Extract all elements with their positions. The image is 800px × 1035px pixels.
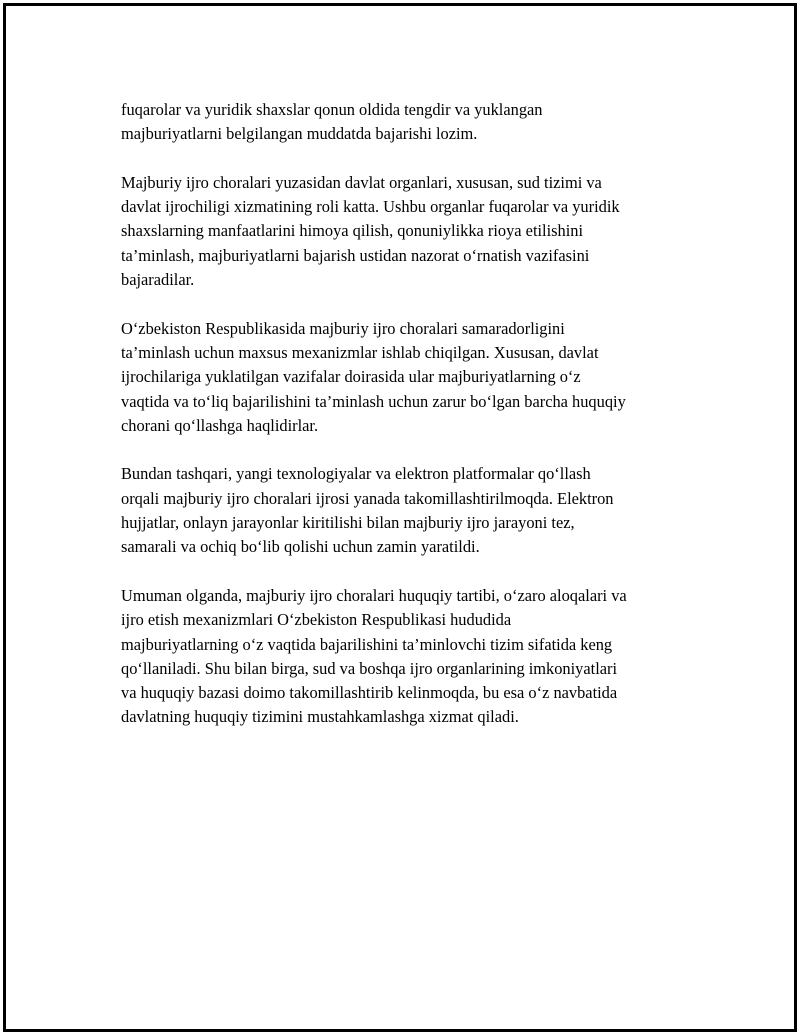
paragraph-5: Umuman olganda, majburiy ijro choralari huquqiy tartibi, o‘zaro aloqalari va ijro etish mexanizmlari O‘zbekiston Respublikasi hududida majburiyatlarning o‘z vaqtida bajarilishini ta’minlovchi tizim sifatida keng qo‘llaniladi. Shu bilan birga, sud va boshqa ijro organlarining imkoniyatlari va huquqiy bazasi doimo takomillashtirib kelinmoqda, bu esa o‘z navbatida davlatning huquqiy tizimini mustahkamlashga xizmat qiladi. <box>121 585 627 727</box>
paragraph-1: fuqarolar va yuridik shaxslar qonun oldida tengdir va yuklangan majburiyatlarni belgilangan muddatda bajarishi lozim. <box>121 100 543 144</box>
paragraph-4: Bundan tashqari, yangi texnologiyalar va elektron platformalar qo‘llash orqali majburiy ijro choralari ijrosi yanada takomillashtirilmoqda. Elektron hujjatlar, onlayn jarayonlar kiritilishi bilan majburiy ijro jarayoni tez, samarali va ochiq bo‘lib qolishi uchun zamin yaratildi. <box>121 464 614 557</box>
paragraph-2: Majburiy ijro choralari yuzasidan davlat organlari, xususan, sud tizimi va davlat ijrochiligi xizmatining roli katta. Ushbu organlar fuqarolar va yuridik shaxslarning manfaatlarini himoya qilish, qonuniylikka rioya etilishini ta’minlash, majburiyatlarni bajarish ustidan nazorat o‘rnatish vazifasini bajaradilar. <box>121 172 620 290</box>
paragraph-3: O‘zbekiston Respublikasida majburiy ijro choralari samaradorligini ta’minlash uchun maxsus mexanizmlar ishlab chiqilgan. Xususan, davlat ijrochilariga yuklatilgan vazifalar doirasida ular majburiyatlarning o‘z vaqtida va to‘liq bajarilishini ta’minlash uchun zarur bo‘lgan barcha huquqiy chorani qo‘llashga haqlidirlar. <box>121 318 626 435</box>
document-body <box>121 98 696 754</box>
page-border <box>3 3 797 1032</box>
